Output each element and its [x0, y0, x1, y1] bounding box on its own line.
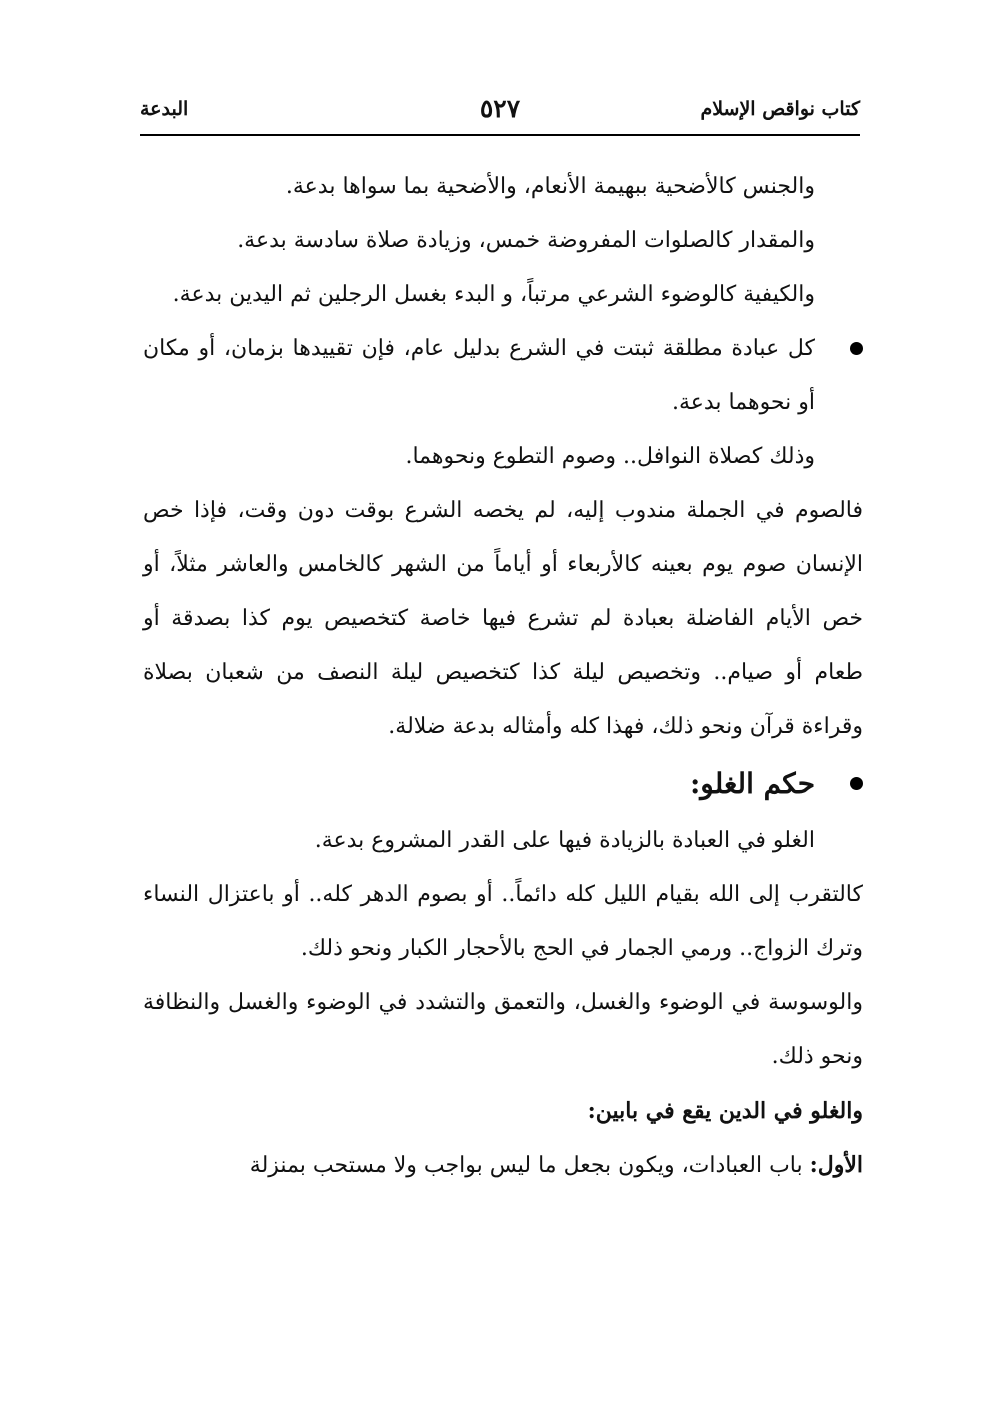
paragraph-whispering: والوسوسة في الوضوء والغسل، والتعمق والتشدد في الوضوء والغسل والنظافة ونحو ذلك. — [143, 990, 863, 1069]
bullet-item-restricted-worship — [143, 322, 863, 430]
paragraph-manner: والكيفية كالوضوء الشرعي مرتباً، و البدء بغسل الرجلين ثم اليدين بدعة. — [172, 282, 815, 307]
section-heading-excess — [143, 754, 863, 814]
paragraph-fasting: فالصوم في الجملة مندوب إليه، لم يخصه الشرع بوقت دون وقت، فإذا خص الإنسان صوم يوم بعينه كالأربعاء أو أياماً من الشهر كالخامس والعاشر مثلاً، أو خص الأيام الفاضلة بعبادة لم تشرع فيها خاصة كتخصيص يوم كذا بصدقة أو طعام أو صيام.. وتخصيص ليلة كذا كتخصيص ليلة النصف من شعبان بصلاة وقراءة قرآن ونحو ذلك، فهذا كله وأمثاله بدعة ضلالة. — [143, 498, 863, 739]
first-label: الأول: — [809, 1152, 863, 1178]
header-divider — [140, 134, 860, 136]
paragraph-amount: والمقدار كالصلوات المفروضة خمس، وزيادة صلاة سادسة بدعة. — [237, 228, 815, 253]
chapter-title: البدعة — [140, 98, 189, 120]
paragraph-examples-excess: كالتقرب إلى الله بقيام الليل كله دائماً.. أو بصوم الدهر كله.. أو باعتزال النساء وترك الزواج.. ورمي الجمار في الحج بالأحجار الكبار ونحو ذلك. — [143, 882, 863, 961]
bullet-icon — [850, 342, 863, 355]
paragraph-first-category — [143, 1138, 863, 1193]
paragraph-genus: والجنس كالأضحية ببهيمة الأنعام، والأضحية بما سواها بدعة. — [285, 174, 815, 199]
bullet-icon — [850, 777, 863, 790]
page-body — [143, 160, 863, 1193]
book-title: كتاب نواقص الإسلام — [700, 98, 860, 120]
page-header — [140, 96, 860, 136]
bullet-text: كل عبادة مطلقة ثبتت في الشرع بدليل عام، فإن تقييدها بزمان، أو مكان أو نحوهما بدعة. — [143, 336, 815, 415]
heading-text: حكم الغلو: — [689, 767, 815, 800]
paragraph-definition: الغلو في العبادة بالزيادة فيها على القدر المشروع بدعة. — [314, 828, 815, 853]
paragraph-example: وذلك كصلاة النوافل.. وصوم التطوع ونحوهما. — [405, 444, 815, 469]
subheading-two-categories: والغلو في الدين يقع في بابين: — [587, 1098, 863, 1124]
page-number: ٥٢٧ — [479, 94, 521, 123]
first-text: باب العبادات، ويكون بجعل ما ليس بواجب ولا مستحب بمنزلة — [249, 1153, 803, 1178]
